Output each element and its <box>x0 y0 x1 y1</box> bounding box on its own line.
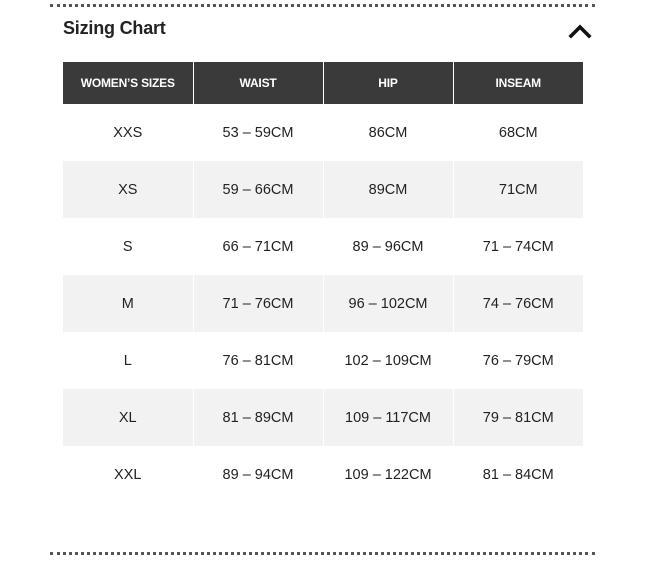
inseam-cell: 76 – 79CM <box>453 332 583 389</box>
column-header-waist: WAIST <box>193 62 323 104</box>
waist-cell: 89 – 94CM <box>193 446 323 503</box>
waist-cell: 71 – 76CM <box>193 275 323 332</box>
sizing-chart-title: Sizing Chart <box>63 18 166 38</box>
table-row <box>63 104 583 161</box>
hip-cell: 89CM <box>323 161 453 218</box>
table-row <box>63 389 583 446</box>
table-row <box>63 161 583 218</box>
table-row <box>63 218 583 275</box>
inseam-cell: 71 – 74CM <box>453 218 583 275</box>
waist-cell: 81 – 89CM <box>193 389 323 446</box>
waist-cell: 66 – 71CM <box>193 218 323 275</box>
hip-cell: 86CM <box>323 104 453 161</box>
table-header-row <box>63 62 583 104</box>
column-header-inseam: INSEAM <box>453 62 583 104</box>
waist-cell: 59 – 66CM <box>193 161 323 218</box>
column-header-hip: HIP <box>323 62 453 104</box>
inseam-cell: 71CM <box>453 161 583 218</box>
chevron-up-icon[interactable] <box>568 23 592 39</box>
size-cell: XXL <box>63 446 193 503</box>
bottom-divider <box>50 552 595 555</box>
table-row <box>63 332 583 389</box>
table-row <box>63 446 583 503</box>
sizing-table <box>63 62 583 503</box>
size-cell: XS <box>63 161 193 218</box>
inseam-cell: 81 – 84CM <box>453 446 583 503</box>
table-row <box>63 275 583 332</box>
waist-cell: 53 – 59CM <box>193 104 323 161</box>
top-divider <box>50 4 595 7</box>
inseam-cell: 79 – 81CM <box>453 389 583 446</box>
size-cell: L <box>63 332 193 389</box>
waist-cell: 76 – 81CM <box>193 332 323 389</box>
column-header-size: WOMEN’S SIZES <box>63 62 193 104</box>
inseam-cell: 74 – 76CM <box>453 275 583 332</box>
size-cell: M <box>63 275 193 332</box>
size-cell: XXS <box>63 104 193 161</box>
size-cell: S <box>63 218 193 275</box>
hip-cell: 109 – 122CM <box>323 446 453 503</box>
sizing-chart-toggle[interactable] <box>50 8 595 54</box>
size-cell: XL <box>63 389 193 446</box>
hip-cell: 109 – 117CM <box>323 389 453 446</box>
hip-cell: 102 – 109CM <box>323 332 453 389</box>
hip-cell: 89 – 96CM <box>323 218 453 275</box>
hip-cell: 96 – 102CM <box>323 275 453 332</box>
inseam-cell: 68CM <box>453 104 583 161</box>
